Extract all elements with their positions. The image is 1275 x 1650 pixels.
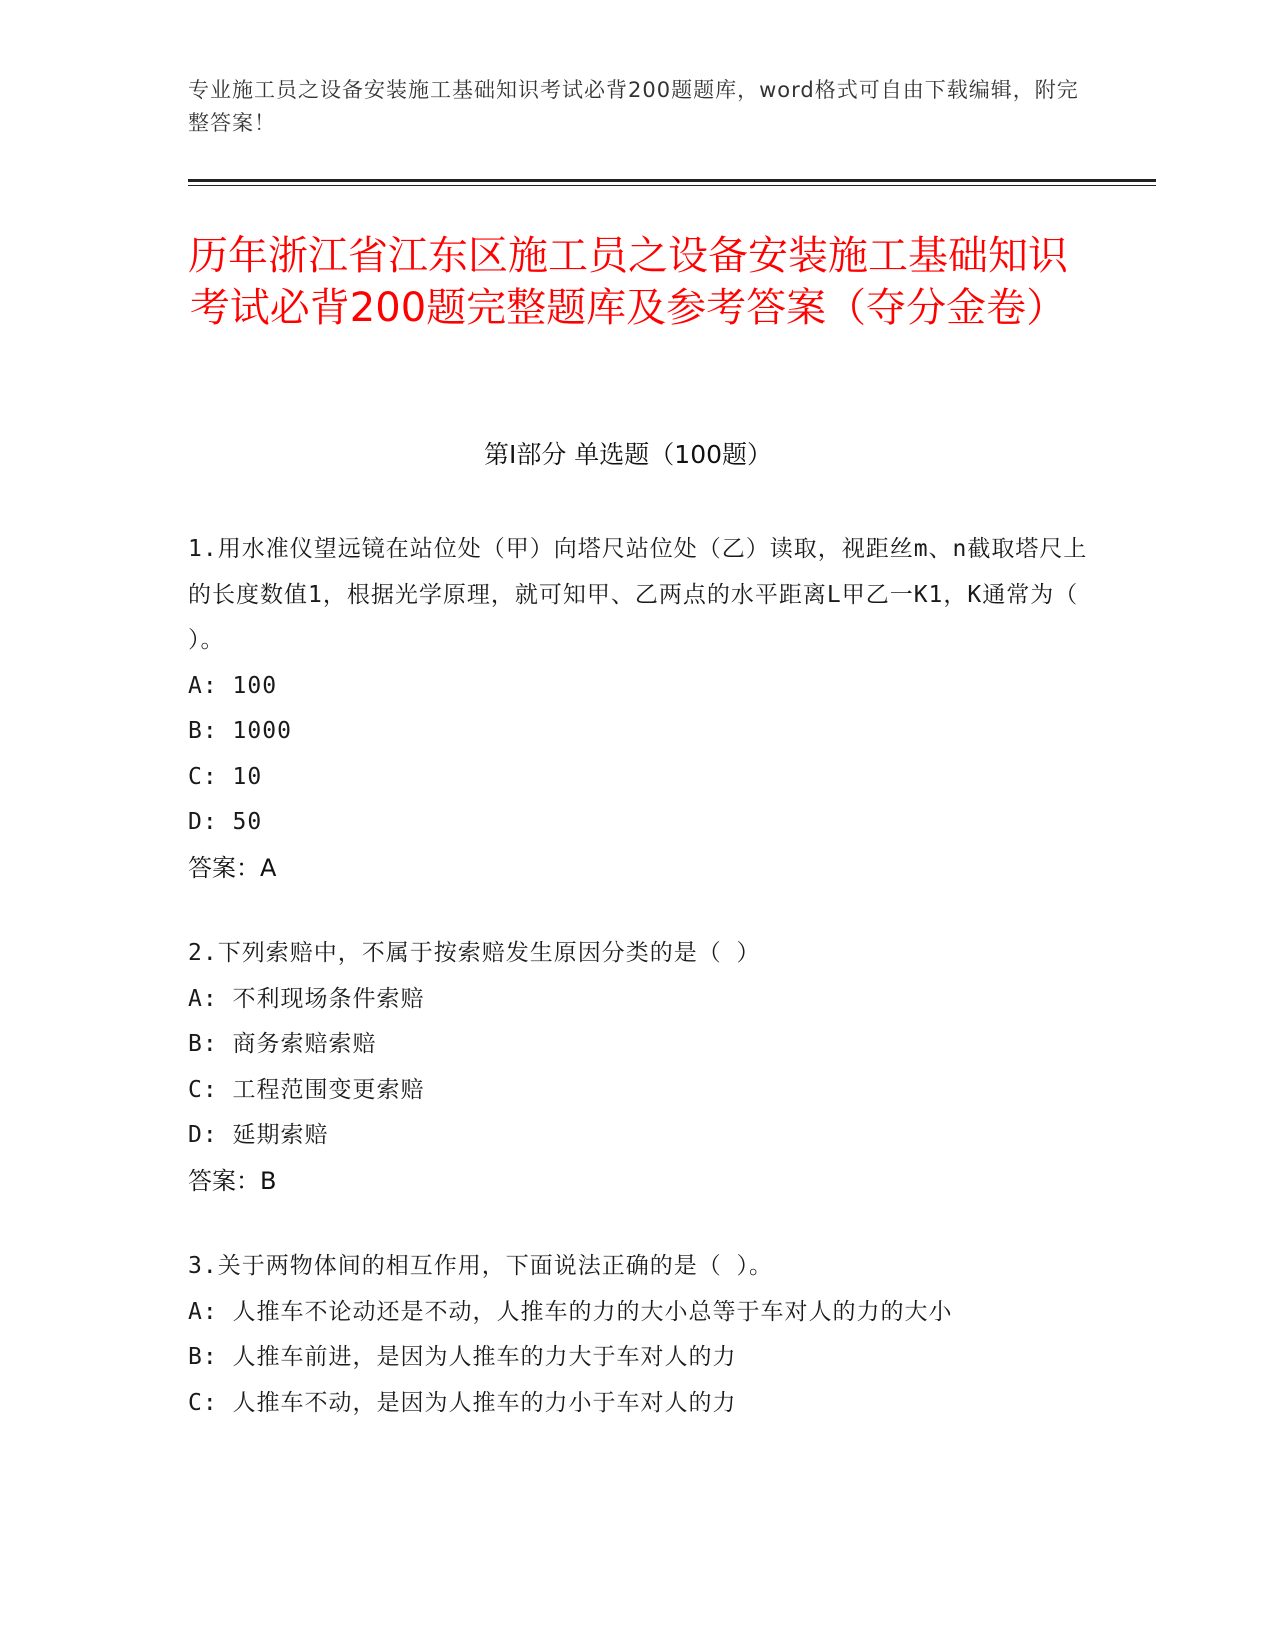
option-c: C: 10: [188, 763, 263, 790]
answer: 答案：A: [188, 853, 277, 882]
question-3: [188, 1244, 1088, 1426]
question-list: [188, 527, 1088, 1466]
header-rule-thick: [188, 179, 1156, 182]
question-2: [188, 931, 1088, 1204]
option-c: C: 工程范围变更索赔: [188, 1076, 425, 1103]
question-stem: 3.关于两物体间的相互作用，下面说法正确的是（ ）。: [188, 1253, 774, 1279]
option-c: C: 人推车不动，是因为人推车的力小于车对人的力: [188, 1389, 737, 1416]
option-b: B: 1000: [188, 718, 292, 744]
header-rule-thin: [188, 185, 1156, 186]
option-b: B: 商务索赔索赔: [188, 1031, 377, 1057]
option-a: A: 100: [188, 672, 278, 699]
question-stem: 1.用水准仪望远镜在站位处（甲）向塔尺站位处（乙）读取，视距丝m、n截取塔尺上的长度数值1，根据光学原理，就可知甲、乙两点的水平距离L甲乙一K1，K通常为（ ）。: [188, 536, 1088, 653]
option-d: D: 延期索赔: [188, 1122, 329, 1148]
option-d: D: 50: [188, 809, 263, 835]
document-title: 历年浙江省江东区施工员之设备安装施工基础知识考试必背200题完整题库及参考答案（夺分金卷）: [188, 233, 1068, 331]
option-b: B: 人推车前进，是因为人推车的力大于车对人的力: [188, 1344, 737, 1370]
answer: 答案：B: [188, 1166, 277, 1195]
option-a: A: 人推车不论动还是不动，人推车的力的大小总等于车对人的力的大小: [188, 1298, 953, 1325]
header-note: 专业施工员之设备安装施工基础知识考试必背200题题库，word格式可自由下载编辑，附完整答案！: [188, 78, 1079, 135]
section-title: 第I部分 单选题（100题）: [483, 440, 773, 469]
question-1: [188, 527, 1088, 891]
option-a: A: 不利现场条件索赔: [188, 985, 425, 1012]
question-stem: 2.下列索赔中，不属于按索赔发生原因分类的是（ ）: [188, 940, 761, 966]
